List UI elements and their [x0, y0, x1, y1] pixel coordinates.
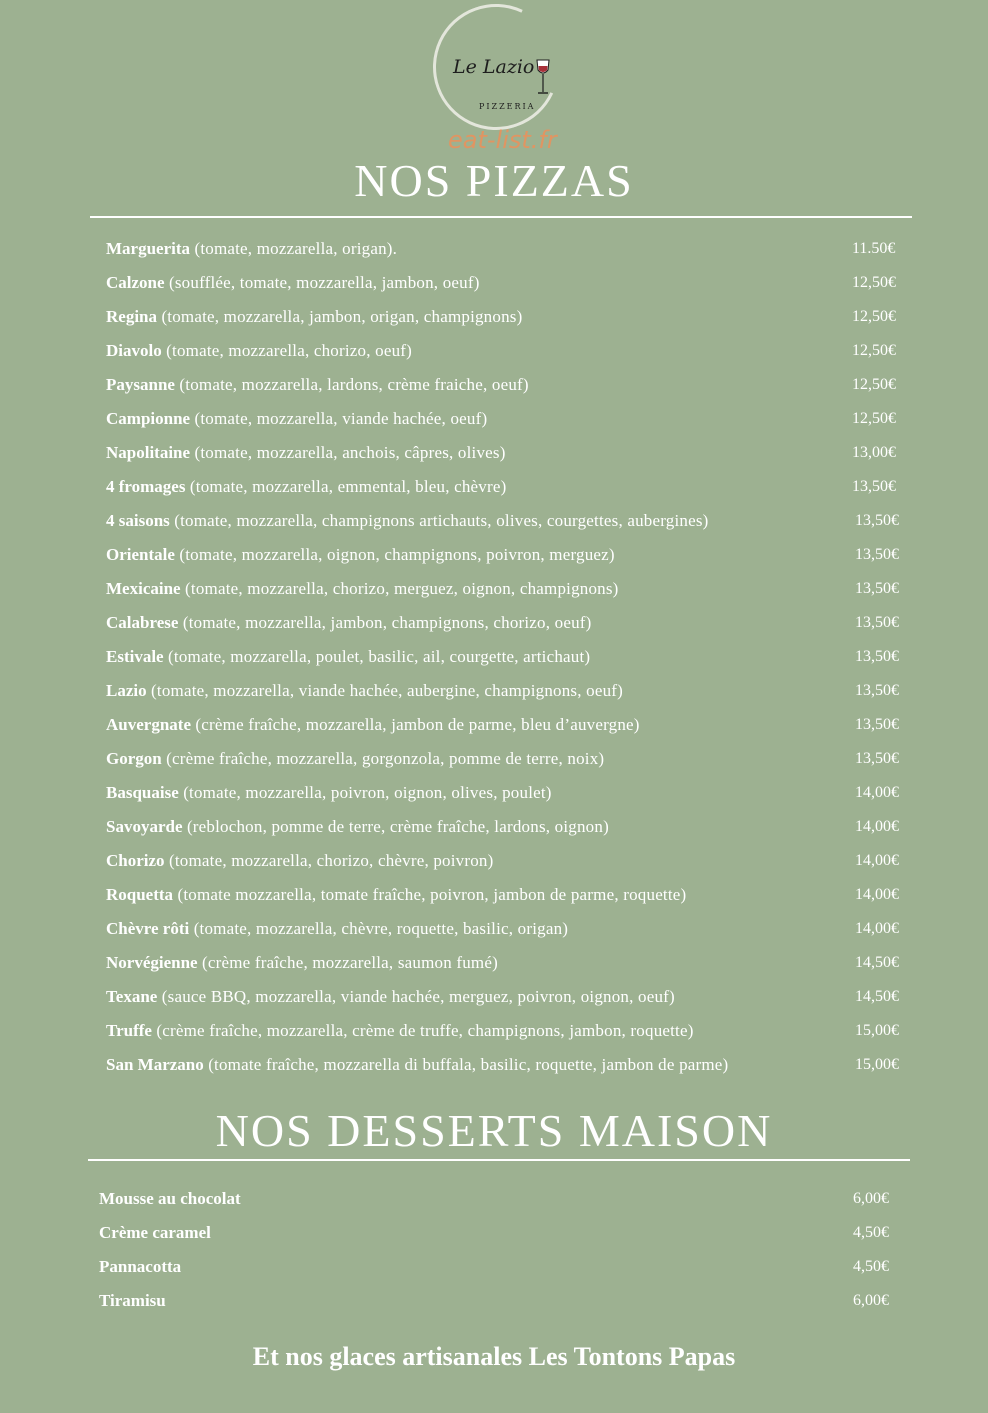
- pizza-row: [0, 476, 988, 510]
- pizza-row: [0, 952, 988, 986]
- dessert-row: [0, 1188, 988, 1222]
- pizza-row: [0, 374, 988, 408]
- pizza-name: Estivale: [106, 647, 164, 666]
- pizza-name: Calabrese: [106, 613, 179, 632]
- pizza-name: 4 fromages: [106, 477, 186, 496]
- logo-subtitle: PIZZERIA: [479, 102, 536, 111]
- pizza-ingredients: (reblochon, pomme de terre, crème fraîche, lardons, oignon): [182, 817, 609, 836]
- pizza-item: [106, 748, 604, 770]
- pizza-row: [0, 578, 988, 612]
- pizza-item: [106, 578, 619, 600]
- pizza-item: [106, 612, 592, 634]
- pizza-item: [106, 680, 623, 702]
- pizza-name: 4 saisons: [106, 511, 170, 530]
- pizza-ingredients: (tomate, mozzarella, chorizo, merguez, oignon, champignons): [180, 579, 619, 598]
- pizza-price: 13,50€: [855, 750, 899, 767]
- pizza-item: [106, 782, 552, 804]
- pizza-price: 14,00€: [855, 920, 899, 937]
- pizza-row: [0, 918, 988, 952]
- pizza-row: [0, 850, 988, 884]
- pizza-name: San Marzano: [106, 1055, 204, 1074]
- logo-name: Le Lazio: [453, 56, 535, 78]
- pizza-row: [0, 884, 988, 918]
- pizza-price: 13,50€: [852, 478, 896, 495]
- dessert-price: 6,00€: [853, 1292, 889, 1309]
- pizza-ingredients: (tomate, mozzarella, poivron, oignon, olives, poulet): [178, 783, 552, 802]
- pizza-item: [106, 986, 675, 1008]
- dessert-name: Mousse au chocolat: [99, 1189, 241, 1208]
- pizza-row: [0, 544, 988, 578]
- pizza-item: [106, 850, 494, 872]
- pizza-ingredients: (tomate, mozzarella, chèvre, roquette, basilic, origan): [189, 919, 569, 938]
- pizza-ingredients: (crème fraîche, mozzarella, jambon de parme, bleu d’auvergne): [190, 715, 640, 734]
- watermark: eat-list.fr: [448, 126, 557, 154]
- divider-pizzas: [90, 216, 912, 218]
- pizza-name: Savoyarde: [106, 817, 183, 836]
- pizza-price: 12,50€: [852, 308, 896, 325]
- dessert-row: [0, 1290, 988, 1324]
- pizza-ingredients: (tomate, mozzarella, poulet, basilic, ail, courgette, artichaut): [163, 647, 591, 666]
- pizza-name: Marguerita: [106, 239, 191, 258]
- pizza-item: [106, 306, 522, 328]
- pizza-price: 13,50€: [855, 580, 899, 597]
- pizza-item: [106, 476, 506, 498]
- pizza-name: Texane: [106, 987, 158, 1006]
- pizza-row: [0, 1020, 988, 1054]
- pizza-item: [106, 816, 609, 838]
- pizza-name: Diavolo: [106, 341, 162, 360]
- pizza-name: Chorizo: [106, 851, 165, 870]
- pizza-price: 13,50€: [855, 614, 899, 631]
- pizza-price: 14,00€: [855, 886, 899, 903]
- pizza-row: [0, 986, 988, 1020]
- pizza-name: Norvégienne: [106, 953, 198, 972]
- pizza-ingredients: (crème fraîche, mozzarella, saumon fumé): [197, 953, 498, 972]
- dessert-price: 6,00€: [853, 1190, 889, 1207]
- pizza-row: [0, 306, 988, 340]
- pizza-row: [0, 272, 988, 306]
- pizza-row: [0, 238, 988, 272]
- pizza-item: [106, 646, 590, 668]
- pizza-ingredients: (tomate fraîche, mozzarella di buffala, basilic, roquette, jambon de parme): [203, 1055, 729, 1074]
- pizza-price: 11.50€: [852, 240, 896, 257]
- pizza-row: [0, 340, 988, 374]
- pizza-item: [106, 1054, 728, 1076]
- pizza-price: 13,50€: [855, 682, 899, 699]
- pizza-row: [0, 408, 988, 442]
- pizza-name: Calzone: [106, 273, 165, 292]
- pizza-item: [106, 442, 506, 464]
- dessert-item: [99, 1256, 181, 1278]
- pizza-name: Mexicaine: [106, 579, 181, 598]
- pizza-name: Gorgon: [106, 749, 162, 768]
- pizza-item: [106, 1020, 694, 1042]
- dessert-name: Crème caramel: [99, 1223, 211, 1242]
- wine-glass-icon: [535, 58, 551, 98]
- pizza-name: Chèvre rôti: [106, 919, 190, 938]
- dessert-price: 4,50€: [853, 1258, 889, 1275]
- pizza-row: [0, 510, 988, 544]
- pizza-item: [106, 374, 529, 396]
- pizza-item: [106, 272, 480, 294]
- pizza-item: [106, 714, 640, 736]
- pizza-row: [0, 612, 988, 646]
- pizza-row: [0, 646, 988, 680]
- pizza-row: [0, 816, 988, 850]
- dessert-item: [99, 1290, 166, 1312]
- dessert-item: [99, 1188, 241, 1210]
- pizza-price: 13,50€: [855, 716, 899, 733]
- pizza-price: 13,00€: [852, 444, 896, 461]
- pizza-price: 14,50€: [855, 988, 899, 1005]
- dessert-item: [99, 1222, 211, 1244]
- pizza-item: [106, 238, 397, 260]
- dessert-name: Tiramisu: [99, 1291, 166, 1310]
- pizza-row: [0, 442, 988, 476]
- divider-desserts: [88, 1159, 910, 1161]
- pizza-name: Paysanne: [106, 375, 175, 394]
- pizza-price: 13,50€: [855, 546, 899, 563]
- pizza-item: [106, 340, 412, 362]
- pizza-ingredients: (crème fraîche, mozzarella, gorgonzola, pomme de terre, noix): [161, 749, 605, 768]
- pizza-price: 15,00€: [855, 1022, 899, 1039]
- pizza-ingredients: (tomate, mozzarella, chorizo, oeuf): [161, 341, 413, 360]
- dessert-name: Pannacotta: [99, 1257, 182, 1276]
- dessert-row: [0, 1222, 988, 1256]
- pizza-item: [106, 884, 686, 906]
- pizza-ingredients: (tomate, mozzarella, lardons, crème fraiche, oeuf): [174, 375, 529, 394]
- pizza-ingredients: (tomate, mozzarella, anchois, câpres, olives): [190, 443, 506, 462]
- pizza-price: 12,50€: [852, 342, 896, 359]
- pizza-ingredients: (soufflée, tomate, mozzarella, jambon, oeuf): [164, 273, 480, 292]
- pizza-row: [0, 1054, 988, 1088]
- pizza-price: 14,50€: [855, 954, 899, 971]
- pizza-name: Orientale: [106, 545, 175, 564]
- dessert-price: 4,50€: [853, 1224, 889, 1241]
- pizza-ingredients: (tomate, mozzarella, viande hachée, oeuf): [190, 409, 488, 428]
- pizza-price: 14,00€: [855, 852, 899, 869]
- pizza-ingredients: (crème fraîche, mozzarella, crème de truffe, champignons, jambon, roquette): [151, 1021, 694, 1040]
- pizza-price: 13,50€: [855, 512, 899, 529]
- pizza-name: Napolitaine: [106, 443, 191, 462]
- pizza-price: 14,00€: [855, 784, 899, 801]
- pizzas-title: NOS PIZZAS: [354, 155, 634, 206]
- pizza-row: [0, 680, 988, 714]
- pizza-name: Auvergnate: [106, 715, 191, 734]
- pizza-price: 14,00€: [855, 818, 899, 835]
- pizza-item: [106, 408, 487, 430]
- pizza-price: 12,50€: [852, 274, 896, 291]
- pizza-price: 12,50€: [852, 410, 896, 427]
- pizza-name: Truffe: [106, 1021, 152, 1040]
- pizza-ingredients: (tomate, mozzarella, oignon, champignons, poivron, merguez): [174, 545, 615, 564]
- pizza-name: Regina: [106, 307, 157, 326]
- pizza-item: [106, 952, 498, 974]
- pizza-price: 13,50€: [855, 648, 899, 665]
- pizza-price: 12,50€: [852, 376, 896, 393]
- pizza-ingredients: (tomate, mozzarella, jambon, origan, champignons): [157, 307, 523, 326]
- pizza-name: Roquetta: [106, 885, 174, 904]
- pizza-ingredients: (tomate, mozzarella, champignons artichauts, olives, courgettes, aubergines): [169, 511, 709, 530]
- pizza-ingredients: (tomate mozzarella, tomate fraîche, poivron, jambon de parme, roquette): [173, 885, 687, 904]
- ice-cream-note: Et nos glaces artisanales Les Tontons Papas: [252, 1342, 736, 1371]
- pizza-row: [0, 782, 988, 816]
- pizza-ingredients: (tomate, mozzarella, chorizo, chèvre, poivron): [164, 851, 494, 870]
- pizza-ingredients: (tomate, mozzarella, origan).: [190, 239, 398, 258]
- pizza-ingredients: (tomate, mozzarella, jambon, champignons, chorizo, oeuf): [178, 613, 592, 632]
- pizza-ingredients: (tomate, mozzarella, viande hachée, aubergine, champignons, oeuf): [146, 681, 624, 700]
- desserts-title: NOS DESSERTS MAISON: [215, 1105, 773, 1156]
- pizza-item: [106, 510, 709, 532]
- pizza-name: Campionne: [106, 409, 191, 428]
- pizza-item: [106, 918, 568, 940]
- dessert-row: [0, 1256, 988, 1290]
- pizza-ingredients: (tomate, mozzarella, emmental, bleu, chèvre): [185, 477, 507, 496]
- pizza-ingredients: (sauce BBQ, mozzarella, viande hachée, merguez, poivron, oignon, oeuf): [157, 987, 675, 1006]
- pizza-name: Lazio: [106, 681, 147, 700]
- pizza-item: [106, 544, 615, 566]
- pizza-row: [0, 714, 988, 748]
- pizza-price: 15,00€: [855, 1056, 899, 1073]
- pizza-row: [0, 748, 988, 782]
- pizza-name: Basquaise: [106, 783, 179, 802]
